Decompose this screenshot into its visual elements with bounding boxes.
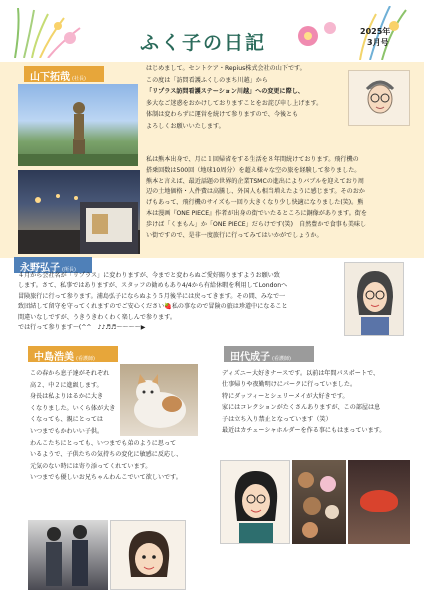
- text-line: ディズニー大好きナースです。以前は年間パスポートで、: [222, 370, 380, 377]
- page-title: ふく子の日記: [140, 32, 267, 54]
- face-drawing-icon: [111, 521, 186, 590]
- article-nagano: [18, 271, 328, 333]
- text-line: 高２、中２に進級します。: [30, 381, 103, 389]
- text-line: よろしくお願いいたします。: [146, 122, 225, 130]
- people-icon: [28, 520, 108, 590]
- one-piece-sign-photo: [80, 202, 138, 254]
- plush-collection-photo: [292, 460, 346, 544]
- text-line: 多大なご迷惑をおかけしておりますことをお詫び申し上げます。: [146, 99, 323, 107]
- text-line: 身長は私よりはるかに大き: [30, 393, 104, 401]
- portrait-drawing-nakajima: [110, 520, 186, 590]
- text-line: くなっても、親にとっては: [30, 416, 104, 424]
- text-line: 体制は変わらずに運営を続けて参りますので、今後とも: [146, 111, 299, 119]
- author-badge-nakajima: [28, 346, 118, 362]
- grass-decoration-icon: [10, 8, 90, 58]
- flower-decoration-icon: [290, 6, 410, 60]
- author-role: (看護師): [272, 356, 291, 362]
- issue-year: 2025年: [360, 27, 391, 36]
- text-line: い街ですので、是非一度旅行に行ってみてはいかがでしょうか。: [146, 231, 323, 239]
- text-line: はじめまして。セントケア・Repius株式会社の山下です。: [146, 65, 306, 72]
- text-line: わんこたちにとっても、いつまでも弟のように思って: [30, 439, 177, 447]
- text-line: 元気のない時には寄り添ってくれています。: [30, 462, 152, 470]
- text-line: 歩けば「くまもん」か「ONE PIECE」だらけです(笑) 自然豊かで食事も美味し: [146, 220, 367, 228]
- cat-photo: [120, 364, 198, 436]
- text-line: 間違いなしですが、うきうきわくわく楽しんで参ります。: [18, 313, 176, 321]
- issue-month: 3月号: [367, 38, 389, 47]
- text-line: 私は熊本出身で、月に１回帰省をする生活を８年間続けております。飛行機の: [146, 156, 359, 163]
- author-badge-tashiro: [224, 346, 314, 362]
- text-line: ４月から会社名が「リプラス」に変わりますが、今までと変わらぬご愛好賜りますようお願い致: [18, 272, 280, 279]
- cat-icon: [120, 364, 198, 436]
- text-line: げもあって、飛行機のサイズも一回り大きくなり少し快適になりました(笑)。熊: [146, 199, 364, 207]
- sons-photo: [28, 520, 108, 590]
- text-line: 致団結して留守を守ってくれますのでご安心ください🍓私の事なので冒険の旅は珍道中になること: [18, 303, 288, 311]
- author-role: (所長): [62, 267, 76, 273]
- text-line: いつまでもかわいい子供。: [30, 427, 104, 435]
- text-line: この度は「訪問看護ふくしのまち川越」から: [146, 76, 268, 84]
- text-line: では行って参ります〜(^^ ♪♪♬♬〜〜〜〜▶: [18, 324, 146, 332]
- statue-photo: [18, 84, 138, 166]
- text-line: いつまでも優しいお兄ちゃんわんこでいて欲しいです。: [30, 474, 182, 482]
- text-line: 熊本と言えば、最近話題の世界的企業TSMCの進出によりバブルを迎えており周: [146, 177, 364, 185]
- text-line: 搭乗回数は500回（地球10周分）を超え様々な空の旅を経験して参りました。: [146, 166, 361, 174]
- text-line: 辺の土地価格・人件費は高騰し、外国人も相当増えたように感じます。そのおか: [146, 188, 365, 196]
- text-line: この春から息子達がそれぞれ: [30, 370, 110, 377]
- text-line: くなりました。いくら体が大き: [30, 404, 116, 412]
- face-drawing-icon: [221, 461, 290, 544]
- header: [0, 0, 424, 62]
- article-yamashita-body: [146, 155, 416, 241]
- portrait-drawing-tashiro: [220, 460, 290, 544]
- text-line: 仕事帰りや夜勤明けにパークに行っていました。: [222, 381, 357, 389]
- author-role: (看護師): [76, 356, 95, 362]
- portrait-drawing-nagano: [344, 262, 404, 336]
- text-line: 「リプラス訪問看護ステーション川越」への変更に際し、: [146, 88, 304, 96]
- article-yamashita-intro: [146, 63, 408, 133]
- statue-figure-icon: [18, 84, 138, 166]
- sign-icon: [80, 202, 138, 254]
- text-line: 子は立ち入り禁止となっています（笑）: [222, 415, 332, 423]
- text-line: 最近はカチューシャホルダーを作る事にもはまっています。: [222, 427, 386, 435]
- author-name: 永野弘子: [20, 263, 60, 274]
- author-badge-yamashita: [24, 66, 104, 82]
- text-line: します。さて、私事ではありますが、スタッフの勧めもあり4/4から有給休暇を利用してLondonへ: [18, 282, 288, 290]
- text-line: 特にダッフィーとシェリーメイが大好きです。: [222, 392, 349, 400]
- plush-toys-icon: [292, 460, 346, 544]
- author-name: 田代成子: [230, 352, 270, 363]
- text-line: いるようで、子供たちの気持ちの変化に敏感に反応し、: [30, 451, 183, 459]
- text-line: 本は漫画『ONE PIECE』作者が出身の街でいたるところに銅像があります。街を: [146, 209, 367, 217]
- face-drawing-icon: [345, 263, 404, 336]
- author-role: (社長): [72, 76, 86, 82]
- author-name: 山下拓哉: [30, 72, 70, 83]
- article-tashiro: [222, 368, 420, 436]
- text-line: 家にはコレクションがたくさんありますが、この部屋は息: [222, 404, 381, 412]
- bow-icon: [360, 490, 398, 512]
- author-name: 中島浩美: [34, 352, 74, 363]
- text-line: 冒険旅行に行って参ります。浦島弘子にならぬよう５月後半には戻ってきます。その間、みなで一: [18, 292, 286, 300]
